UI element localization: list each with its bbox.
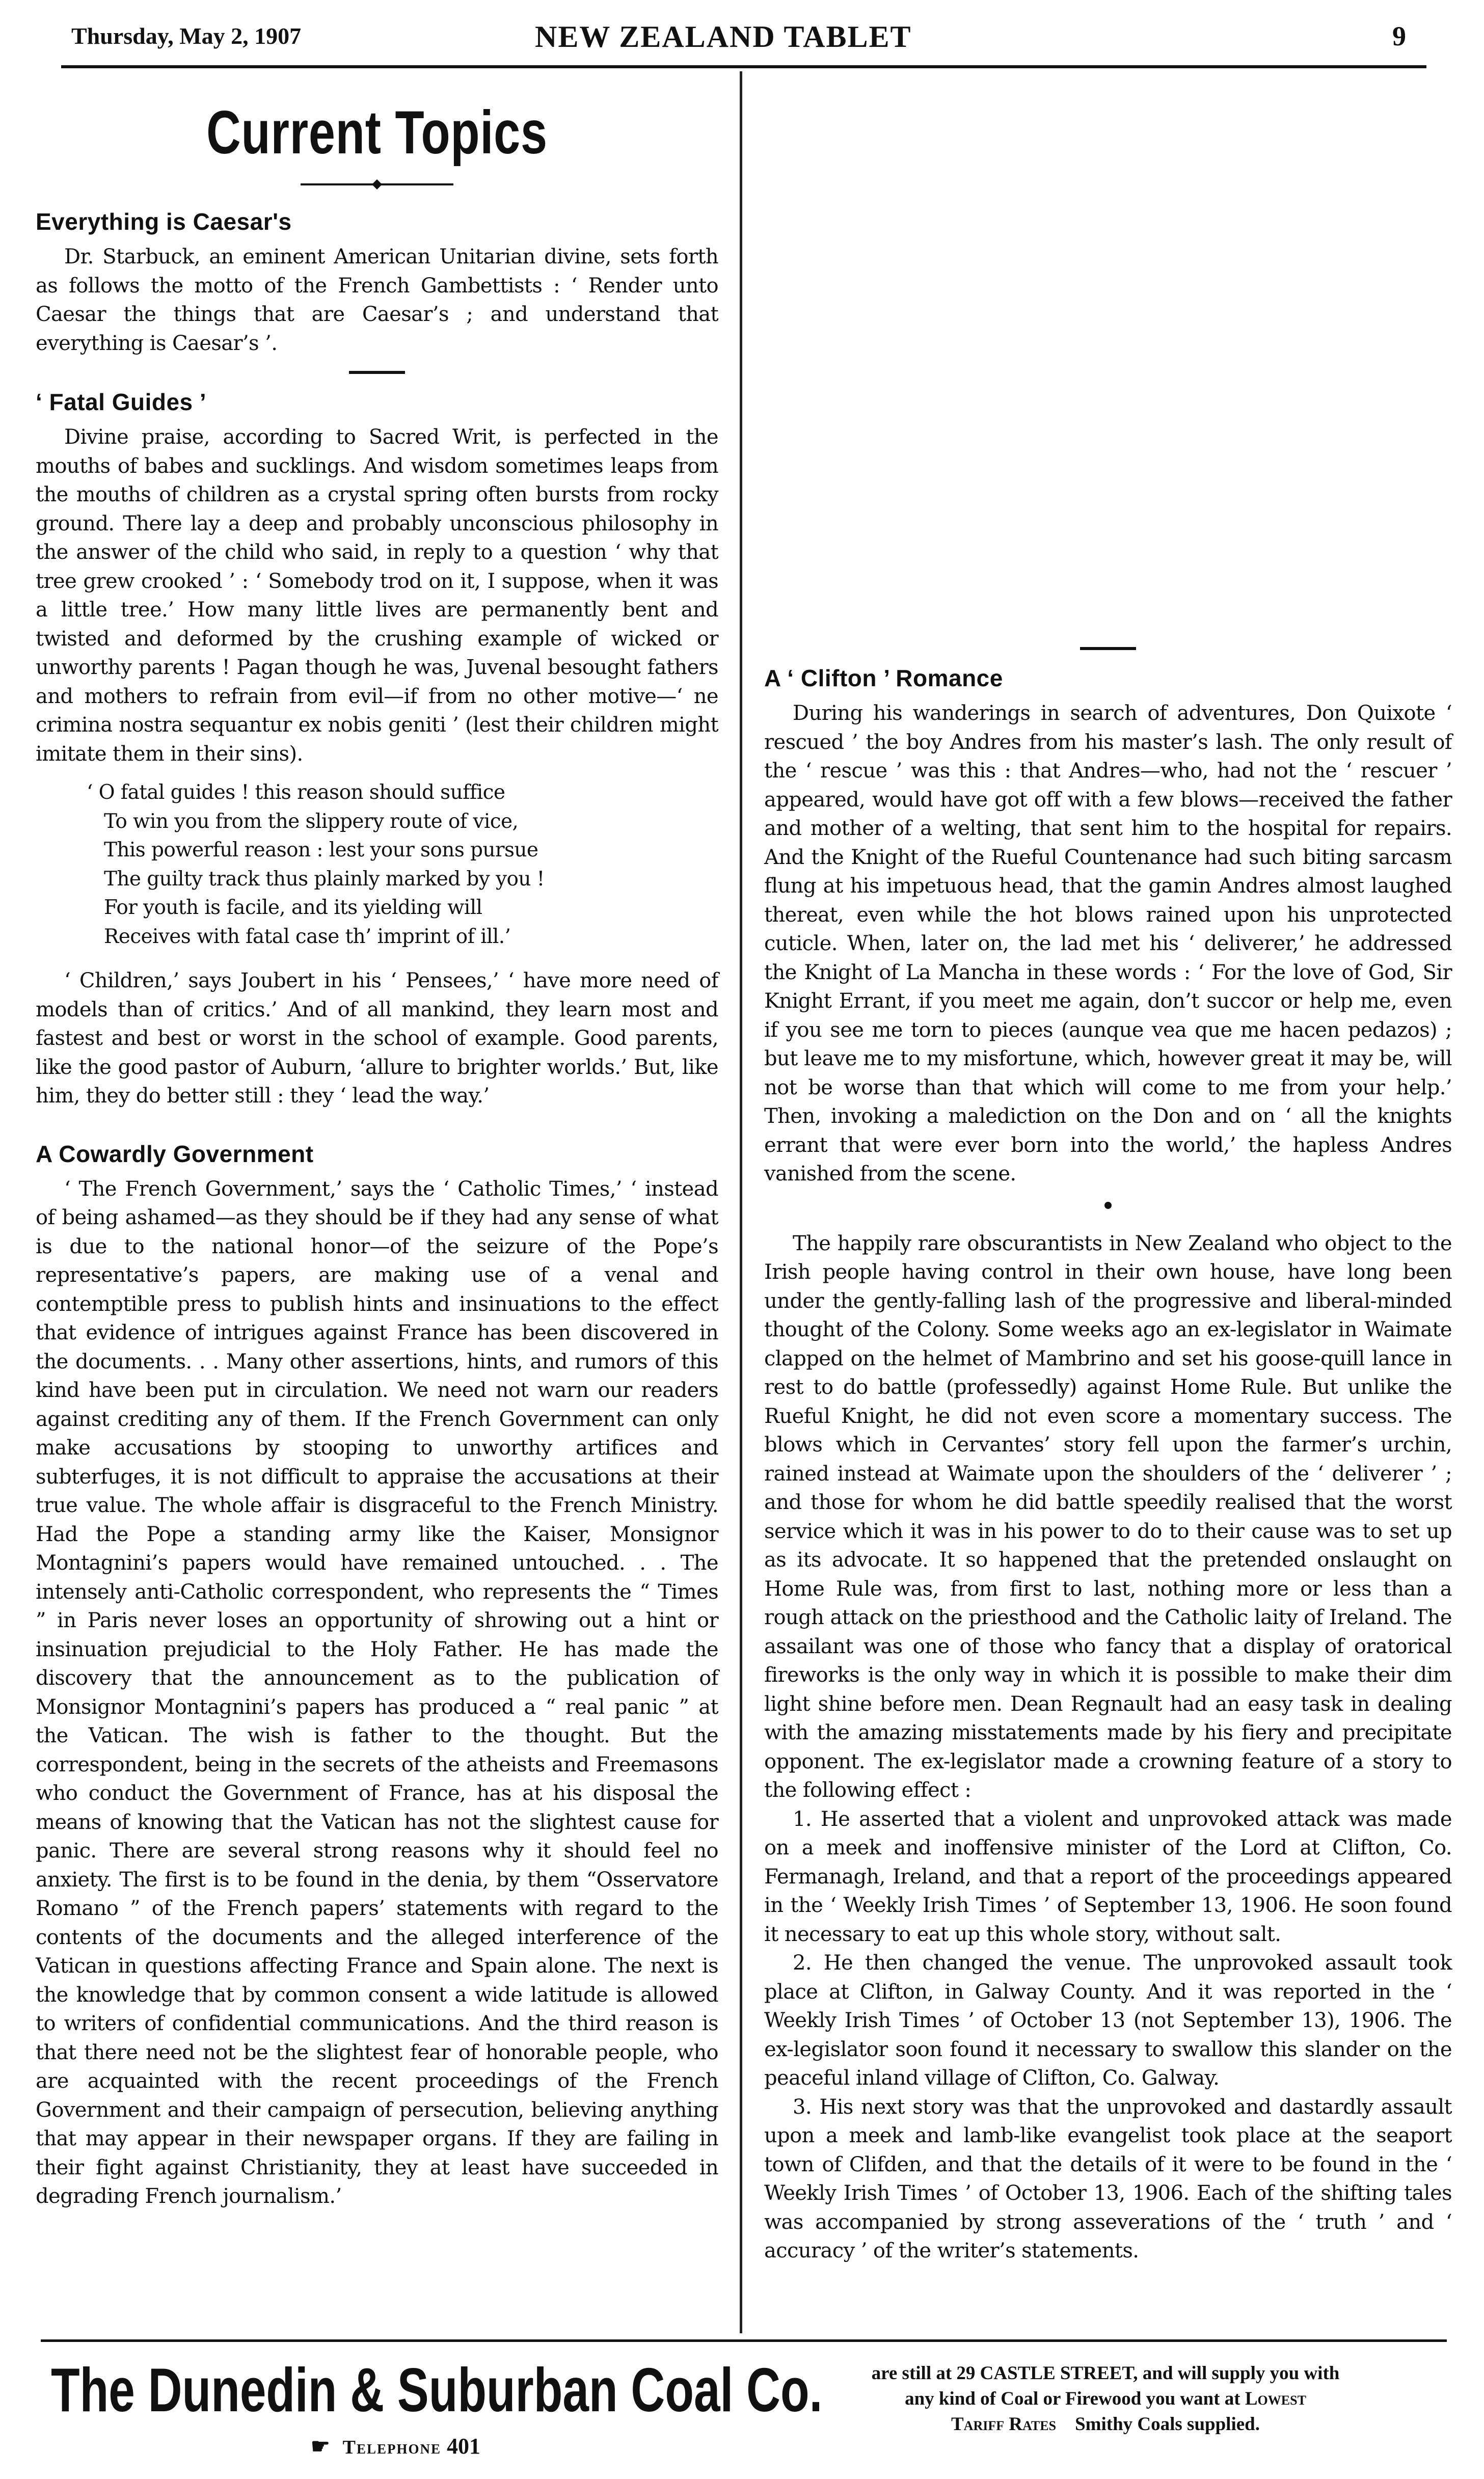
- newspaper-title: NEW ZEALAND TABLET: [535, 20, 912, 53]
- verse-line: ‘ O fatal guides ! this reason should suffice: [87, 781, 505, 804]
- cowardly-government-paragraph: ‘ The French Government,’ says the ‘ Catholic Times,’ ‘ instead of being ashamed—as they should be if they had any sense of what is due to the national honor—of the seizure of the Pope’s representative’s papers, are making use of a venal and contemptible press to publish hints and insinuations to the effect that evidence of intrigues against France has been discovered in the documents. . . Many other assertions, hints, and rumors of this kind have been put in circulation. We need not warn our readers against crediting any of them. If the French Government can only make accusations by stooping to unworthy artifices and subterfuges, it is not difficult to appraise the accusations at their true value. The whole affair is disgraceful to the French Ministry. Had the Pope a standing army like the Kaiser, Monsignor Montagnini’s papers would have remained untouched. . . The intensely anti-Catholic correspondent, who represents the “ Times ” in Paris never loses an opportunity of shrowing out a hint or insinuation prejudicial to the Holy Father. He has made the discovery that the announcement as to the publication of Monsignor Montagnini’s papers has produced a “ real panic ” at the Vatican. The wish is father to the thought. But the correspondent, being in the secrets of the atheists and Freemasons who conduct the Government of France, has at his disposal the means of knowing that the Vatican has not the slightest cause for panic. There are several strong reasons why it should feel no anxiety. The first is to be found in the denia, by them “Osservatore Romano ” of the French papers’ statements with regard to the contents of the documents and the alleged interference of the Vatican in questions affecting France and Spain alone. The next is the knowledge that by common consent a wide latitude is allowed to writers of confidential communications. And the third reason is that there need not be the slightest fear of honorable people, who are acquainted with the recent proceedings of the French Government and their campaign of persecution, believing anything that may appear in their newspaper organs. If they are failing in their fight against Christianity, they at least have succeeded in degrading French journalism.’: [36, 1177, 718, 2208]
- bullet-divider: [1104, 1202, 1112, 1209]
- advert-line-2: any kind of Coal or Firewood you want at Lowest: [905, 2388, 1306, 2409]
- verse-line: This powerful reason : lest your sons pursue: [104, 839, 538, 861]
- column-title: Current Topics: [206, 98, 548, 167]
- verse-line: For youth is facile, and its yielding will: [104, 896, 482, 919]
- caesar-paragraph: Dr. Starbuck, an eminent American Unitarian divine, sets forth as follows the motto of the French Gambettists : ‘ Render unto Caesar the things that are Caesar’s ; and understand that everything is Caesar’s ’.: [36, 245, 718, 355]
- verse-line: The guilty track thus plainly marked by you !: [104, 867, 545, 891]
- verse-block: [36, 778, 718, 951]
- issue-date: Thursday, May 2, 1907: [71, 23, 302, 49]
- heading-clifton-romance: A ‘ Clifton ’ Romance: [764, 665, 1003, 691]
- ornament-rule-icon: [301, 178, 453, 191]
- section-divider: [349, 371, 405, 374]
- clifton-item-2: 2. He then changed the venue. The unprovoked assault took place at Clifton, in Galway County. And it was reported in the ‘ Weekly Irish Times ’ of October 13 (not September 13), 1906. The ex-legislator soon found it necessary to swallow this slander on the peaceful inland village of Clifton, Co. Galway.: [764, 1951, 1452, 2090]
- verse-line: Receives with fatal case th’ imprint of ill.’: [104, 925, 511, 948]
- fatal-guides-paragraph-1: Divine praise, according to Sacred Writ, is perfected in the mouths of babes and sucklings. And wisdom sometimes leaps from the mouths of children as a crystal spring often bursts from rocky ground. There lay a deep and probably unconscious philosophy in the answer of the child who said, in reply to a question ‘ why that tree grew crooked ’ : ‘ Somebody trod on it, I suppose, when it was a little tree.’ How many little lives are permanently bent and twisted and deformed by the crushing example of wicked or unworthy parents ! Pagan though he was, Juvenal besought fathers and mothers to refrain from evil—if from no other motive—‘ ne crimina nostra sequantur ex nobis geniti ’ (lest their children might imitate them in their sins).: [36, 425, 718, 766]
- telephone-label: Telephone: [342, 2437, 442, 2458]
- pointing-hand-icon: ☛: [311, 2435, 330, 2459]
- right-column: [764, 97, 1452, 2266]
- clifton-paragraph-1: During his wanderings in search of adventures, Don Quixote ‘ rescued ’ the boy Andres from his master’s lash. The only result of the ‘ rescue ’ was this : that Andres—who, had not the ‘ rescuer ’ appeared, would have got off with a few blows—received the father and mother of a welting, that sent him to the hospital for repairs. And the Knight of the Rueful Countenance had such biting sarcasm flung at his impetuous head, that the gamin Andres almost laughed thereat, even while the hot blows rained upon his unprotected cuticle. When, later on, the lad met his ‘ deliverer,’ he addressed the Knight of La Mancha in these words : ‘ For the love of God, Sir Knight Errant, if you meet me again, don’t succor or help me, even if you see me torn to pieces (aunque vea que me hacen pedazos) ; but leave me to my misfortune, which, however great it may be, will not be worse than that which will come to me from your help.’ Then, invoking a malediction on the Don and on ‘ all the knights errant that were ever born into the world,’ the hapless Andres vanished from the scene.: [764, 702, 1452, 1185]
- heading-cowardly-government: A Cowardly Government: [36, 1140, 314, 1167]
- masthead-rule: [61, 65, 1426, 68]
- left-column: [36, 82, 718, 2211]
- clifton-item-1: 1. He asserted that a violent and unprovoked attack was made on a meek and inoffensive minister of the Lord at Clifton, Co. Fermanagh, Ireland, and that a report of the proceedings appeared in the ‘ Weekly Irish Times ’ of September 13, 1906. He soon found it necessary to eat up this whole story, without salt.: [764, 1807, 1452, 1946]
- advert-line-1: are still at 29 CASTLE STREET, and will supply you with: [871, 2363, 1340, 2384]
- masthead: [61, 20, 1426, 62]
- column-rule: [740, 71, 742, 2333]
- heading-fatal-guides: ‘ Fatal Guides ’: [36, 389, 207, 415]
- advert-text: [779, 2361, 1432, 2437]
- fatal-guides-paragraph-2: ‘ Children,’ says Joubert in his ‘ Pensees,’ ‘ have more need of models than of critics.’ And of all mankind, they learn most and fastest and best or worst in the school of example. Good parents, like the good pastor of Auburn, ‘allure to brighter worlds.’ But, like him, they do better still : they ‘ lead the way.’: [36, 969, 718, 1108]
- footer-rule: [41, 2339, 1447, 2342]
- heading-everything-caesar: Everything is Caesar's: [36, 208, 292, 235]
- section-divider: [1080, 647, 1136, 650]
- advert-line-3: Tariff Rates Smithy Coals supplied.: [951, 2414, 1260, 2435]
- telephone-number: 401: [447, 2434, 481, 2459]
- clifton-paragraph-2: The happily rare obscurantists in New Zealand who object to the Irish people having control in their own house, have long been under the gently-falling lash of the progressive and liberal-minded thought of the Colony. Some weeks ago an ex-legislator in Waimate clapped on the helmet of Mambrino and set his goose-quill lance in rest to do battle (professedly) against Home Rule. But unlike the Rueful Knight, he did not even score a momentary success. The blows which in Cervantes’ story fell upon the farmer’s urchin, rained instead at Waimate upon the shoulders of the ‘ deliverer ’ ; and those for whom he did battle speedily realised that the worst service which it was in his power to do to their cause was to set up as its advocate. It so happened that the pretended onslaught on Home Rule was, from first to last, nothing more or less than a rough attack on the priesthood and the Catholic laity of Ireland. The assailant was one of those who fancy that a display of oratorical fireworks is the only way in which it is possible to make their dim light shine before men. Dean Regnault had an easy task in dealing with the amazing misstatements made by his fiery and precipitate opponent. The ex-legislator made a crowning feature of a story to the following effect :: [764, 1231, 1452, 1802]
- clifton-item-3: 3. His next story was that the unprovoked and dastardly assault upon a meek and lamb-like evangelist took place at the seaport town of Clifden, and that the details of it were to be found in the ‘ Weekly Irish Times ’ of October 13, 1906. Each of the shifting tales was accompanied by strong asseverations of the ‘ truth ’ and ‘ accuracy ’ of the writer’s statements.: [764, 2095, 1452, 2262]
- verse-line: To win you from the slippery route of vice,: [104, 810, 519, 833]
- page-number: 9: [1392, 21, 1406, 51]
- advert-telephone: [311, 2433, 480, 2459]
- advert-company-name: The Dunedin & Suburban Coal Co.: [51, 2355, 823, 2424]
